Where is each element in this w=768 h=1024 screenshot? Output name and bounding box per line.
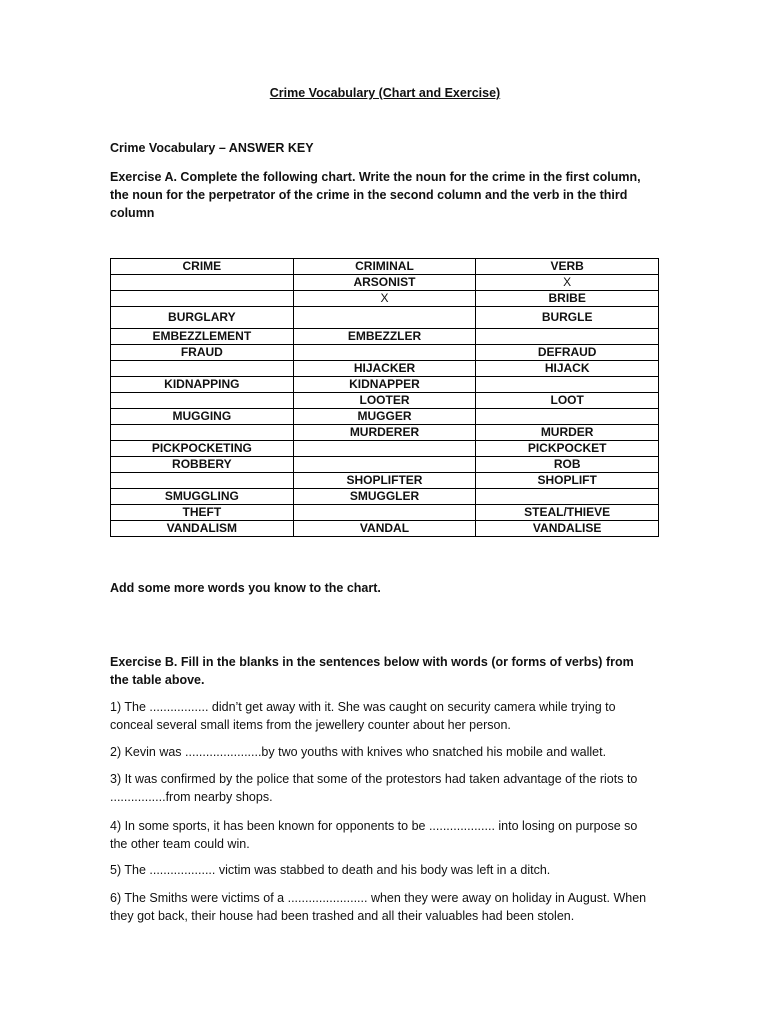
exercise-b-instructions: Exercise B. Fill in the blanks in the sentences below with words (or forms of verbs) from the table above. (110, 655, 634, 687)
cell-verb: VANDALISE (476, 521, 659, 537)
question-5: 5) The ................... victim was stabbed to death and his body was left in a ditch. (110, 863, 551, 877)
table-row (111, 377, 659, 393)
crime-vocabulary-table (110, 258, 659, 537)
cell-verb (476, 329, 659, 345)
table-row (111, 473, 659, 489)
cell-crime (111, 275, 294, 291)
cell-crime: FRAUD (111, 345, 294, 361)
cell-criminal (293, 457, 476, 473)
cell-crime: PICKPOCKETING (111, 441, 294, 457)
page-title: Crime Vocabulary (Chart and Exercise) (269, 86, 501, 100)
cell-criminal: MUGGER (293, 409, 476, 425)
table-row (111, 489, 659, 505)
cell-criminal: LOOTER (293, 393, 476, 409)
cell-criminal: SHOPLIFTER (293, 473, 476, 489)
cell-criminal (293, 441, 476, 457)
table-row (111, 441, 659, 457)
question-1: 1) The ................. didn’t get away with it. She was caught on security camera while trying to conceal several small items from the jewellery counter about her person. (110, 700, 616, 732)
cell-verb: DEFRAUD (476, 345, 659, 361)
cell-crime: BURGLARY (111, 307, 294, 329)
header-criminal: CRIMINAL (293, 259, 476, 275)
cell-crime: SMUGGLING (111, 489, 294, 505)
cell-crime: MUGGING (111, 409, 294, 425)
table-row (111, 505, 659, 521)
question-2: 2) Kevin was ......................by two youths with knives who snatched his mobile and wallet. (110, 745, 607, 759)
table-row (111, 409, 659, 425)
cell-criminal: MURDERER (293, 425, 476, 441)
exercise-a-instructions: Exercise A. Complete the following chart. Write the noun for the crime in the first column, the noun for the perpetrator of the crime in the second column and the verb in the third column (110, 170, 641, 220)
cell-verb: HIJACK (476, 361, 659, 377)
cell-criminal: KIDNAPPER (293, 377, 476, 393)
question-6: 6) The Smiths were victims of a ....................... when they were away on holiday in August. When they got back, their house had been trashed and all their valuables had been stolen. (110, 891, 647, 923)
cell-verb (476, 489, 659, 505)
cell-criminal: HIJACKER (293, 361, 476, 377)
cell-verb: LOOT (476, 393, 659, 409)
add-more-instruction: Add some more words you know to the chart. (110, 581, 381, 595)
cell-crime: THEFT (111, 505, 294, 521)
cell-criminal (293, 345, 476, 361)
cell-crime (111, 425, 294, 441)
cell-verb: BRIBE (476, 291, 659, 307)
cell-crime: KIDNAPPING (111, 377, 294, 393)
cell-criminal: VANDAL (293, 521, 476, 537)
cell-verb (476, 409, 659, 425)
table-row (111, 361, 659, 377)
cell-criminal: EMBEZZLER (293, 329, 476, 345)
header-crime: CRIME (111, 259, 294, 275)
cell-criminal: X (293, 291, 476, 307)
table-row (111, 425, 659, 441)
cell-crime (111, 393, 294, 409)
header-verb: VERB (476, 259, 659, 275)
table-row (111, 291, 659, 307)
cell-verb: SHOPLIFT (476, 473, 659, 489)
table-row (111, 307, 659, 329)
cell-verb: PICKPOCKET (476, 441, 659, 457)
cell-criminal (293, 505, 476, 521)
cell-crime: EMBEZZLEMENT (111, 329, 294, 345)
question-3: 3) It was confirmed by the police that some of the protestors had taken advantage of the riots to ................from nearby shops. (110, 772, 638, 804)
table-row (111, 393, 659, 409)
cell-verb: X (476, 275, 659, 291)
cell-crime: VANDALISM (111, 521, 294, 537)
cell-crime (111, 291, 294, 307)
cell-criminal: ARSONIST (293, 275, 476, 291)
table-row (111, 275, 659, 291)
cell-crime (111, 473, 294, 489)
answer-key-heading: Crime Vocabulary – ANSWER KEY (110, 141, 314, 155)
table-row (111, 329, 659, 345)
table-row (111, 345, 659, 361)
cell-criminal: SMUGGLER (293, 489, 476, 505)
cell-criminal (293, 307, 476, 329)
table-header-row (111, 259, 659, 275)
table-row (111, 457, 659, 473)
cell-verb: ROB (476, 457, 659, 473)
question-4: 4) In some sports, it has been known for opponents to be ................... into losing on purpose so the other team could win. (110, 819, 638, 851)
cell-verb: STEAL/THIEVE (476, 505, 659, 521)
cell-verb: BURGLE (476, 307, 659, 329)
cell-verb: MURDER (476, 425, 659, 441)
table-row (111, 521, 659, 537)
cell-crime: ROBBERY (111, 457, 294, 473)
cell-crime (111, 361, 294, 377)
cell-verb (476, 377, 659, 393)
